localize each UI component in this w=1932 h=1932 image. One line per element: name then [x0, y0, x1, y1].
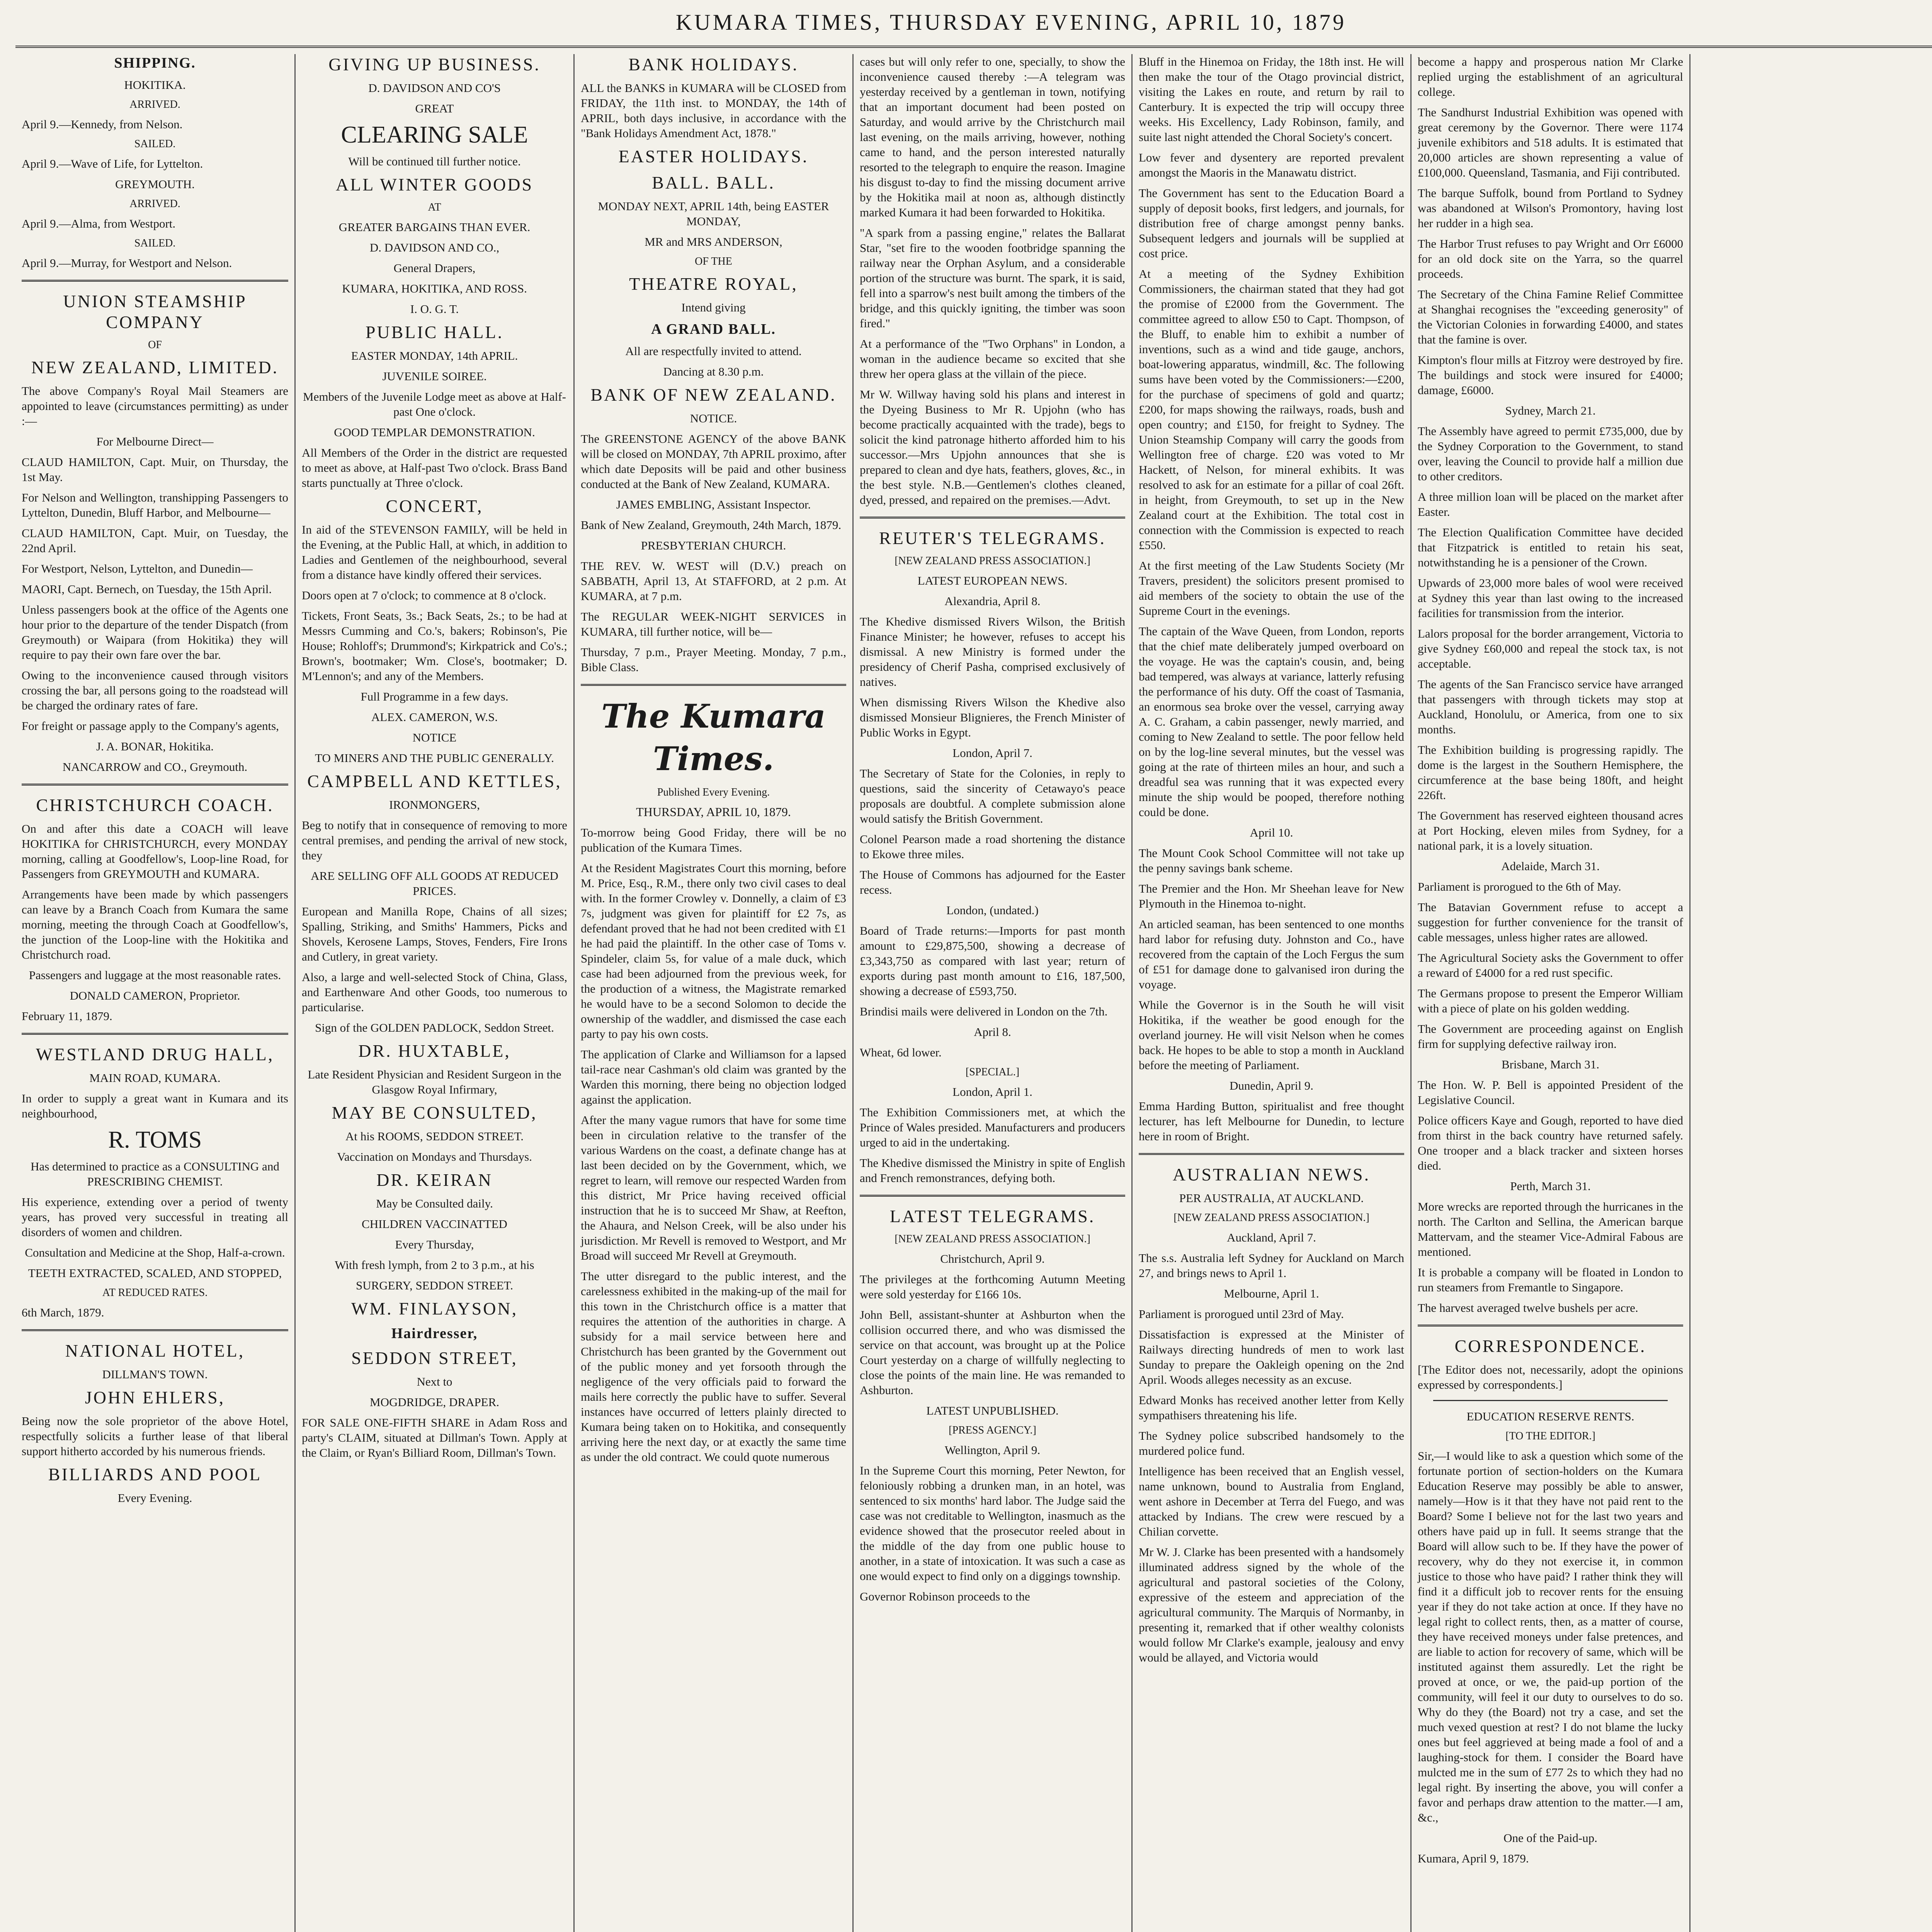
article-text: OF [148, 339, 162, 351]
article-text: BILLIARDS AND POOL [48, 1464, 262, 1484]
article-text: SAILED. [134, 138, 176, 150]
article-text: February 11, 1879. [22, 1009, 112, 1023]
article-text: HOKITIKA. [124, 78, 186, 92]
article-text: WM. FINLAYSON, [351, 1299, 518, 1318]
article-text: More wrecks are reported through the hurricanes in the north. The Carlton and Sellina, the American barque Mattervam, and the steamer Vice-Admiral Fabous are mentioned. [1418, 1200, 1683, 1259]
article-text: The agents of the San Francisco service have arranged that passengers with through tickets may stop at Auckland, Honolulu, or America, from one to six months. [1418, 677, 1683, 736]
article-text: NOTICE [412, 731, 457, 744]
article-text: Late Resident Physician and Resident Surgeon in the Glasgow Royal Infirmary, [308, 1068, 561, 1096]
article-text: OF THE [695, 255, 732, 267]
article-text: MAY BE CONSULTED, [332, 1103, 537, 1122]
article-text: April 9.—Murray, for Westport and Nelson. [22, 256, 232, 270]
column-rule [22, 280, 288, 282]
article-text: 6th March, 1879. [22, 1306, 104, 1319]
article-text: Next to [417, 1375, 452, 1388]
article-text: Consultation and Medicine at the Shop, Half-a-crown. [25, 1246, 285, 1259]
article-text: Perth, March 31. [1510, 1179, 1591, 1193]
article-text: GREAT [415, 102, 454, 115]
article-text: AUSTRALIAN NEWS. [1172, 1165, 1371, 1184]
article-text: NEW ZEALAND, LIMITED. [31, 357, 279, 377]
masthead: KUMARA TIMES, THURSDAY EVENING, APRIL 10, 1879 [675, 10, 1347, 35]
article-text: April 10. [1250, 826, 1293, 839]
article-text: Hairdresser, [391, 1325, 478, 1342]
article-text: PUBLIC HALL. [365, 322, 504, 342]
article-text: TEETH EXTRACTED, SCALED, AND STOPPED, [28, 1266, 282, 1280]
article-text: At a meeting of the Sydney Exhibition Commissioners, the chairman stated that they had got the promise of £2000 from the Government. The committee agreed to allow £50 to Capt. Thompson, of the Bluff, to enable him to exhibit a number of inventions, such as a wind and tide gauge, anchors, boat-lowering apparatus, windmill, &c. The following sums have been voted by the Commissioners:—£200, for the purchase of specimens of gold and quartz; £200, for maps showing the railways, roads, bush and open country; and £150, for freight to Sydney. The Union Steamship Company will carry the goods from Wellington free of charge. £20 was voted to Mr Hackett, of Nelson, for mineral exhibits. It was resolved to ask for an estimate for a pillar of coal 26ft. in height, from Greymouth, to set up in the New Zealand court at the Exhibition. The total cost in connection with the Commission is expected to reach £550. [1139, 267, 1404, 552]
article-text: To-morrow being Good Friday, there will be no publication of the Kumara Times. [581, 826, 846, 854]
article-text: [The Editor does not, necessarily, adopt the opinions expressed by correspondents.] [1418, 1363, 1683, 1391]
article-text: At the first meeting of the Law Students Society (Mr Travers, president) the solicitors present promised to aid members of the society to obtain the use of the Supreme Court in the evenings. [1139, 559, 1404, 617]
article-text: Melbourne, April 1. [1224, 1287, 1319, 1300]
article-text: AT [428, 201, 441, 213]
article-text: CAMPBELL AND KETTLES, [307, 771, 562, 791]
article-text: The Germans propose to present the Emperor William with a piece of plate on his golden wedding. [1418, 986, 1683, 1015]
article-text: For Westport, Nelson, Lyttelton, and Dunedin— [22, 562, 253, 575]
article-text: European and Manilla Rope, Chains of all sizes; Spalling, Striking, and Smiths' Hammers, Picks and Shovels, Kerosene Lamps, Stoves, Fenders, Fire Irons and Cutlery, in great variety. [302, 905, 567, 963]
article-text: ARRIVED. [129, 198, 180, 210]
article-text: ARRIVED. [129, 99, 180, 111]
article-text: Police officers Kaye and Gough, reported to have died from thirst in the back country have returned safely. One trooper and a black tracker and sixteen horses died. [1418, 1114, 1683, 1172]
article-text: CHRISTCHURCH COACH. [36, 795, 274, 815]
article-text: BANK HOLIDAYS. [628, 54, 799, 74]
article-text: Adelaide, March 31. [1501, 859, 1600, 873]
article-text: CLEARING SALE [341, 122, 528, 148]
article-text: GIVING UP BUSINESS. [328, 54, 541, 74]
article-text: May be Consulted daily. [376, 1197, 493, 1210]
article-text: London, April 7. [952, 746, 1032, 760]
column-rule [22, 784, 288, 786]
article-text: For freight or passage apply to the Company's agents, [22, 719, 279, 733]
article-text: D. DAVIDSON AND CO., [369, 241, 500, 254]
article-text: Edward Monks has received another letter from Kelly sympathisers threatening his life. [1139, 1393, 1404, 1422]
article-text: NOTICE. [690, 412, 737, 425]
article-text: CLAUD HAMILTON, Capt. Muir, on Tuesday, the 22nd April. [22, 526, 288, 555]
article-text: The captain of the Wave Queen, from London, reports that the chief mate deliberately jumped overboard on the voyage. He was the captain's cousin, and, being bad tempered, was always at variance, latterly refusing the performance of his duty. Off the coast of Tasmania, an enormous sea broke over the vessel, carrying away A. C. Graham, a cabin passenger, newly married, and coming to New Zealand to settle. The poor fellow held on by the log-line several minutes, but the vessel was going at the rate of thirteen miles an hour, and such a dreadful sea was running that it was expected every minute the ship would be pooped, therefore nothing could be done. [1139, 624, 1404, 819]
article-text: become a happy and prosperous nation Mr Clarke replied urging the establishment of an agricultural college. [1418, 55, 1683, 99]
article-text: Thursday, 7 p.m., Prayer Meeting. Monday, 7 p.m., Bible Class. [581, 645, 846, 674]
article-text: The Premier and the Hon. Mr Sheehan leave for New Plymouth in the Hinemoa to-night. [1139, 882, 1404, 910]
article-text: Intelligence has been received that an English vessel, name unknown, bound to Australia from England, went ashore in December at Terra del Fuego, and was attacked by Indians. The crew were rescued by a Chilian corvette. [1139, 1464, 1404, 1538]
article-text: THE REV. W. WEST will (D.V.) preach on SABBATH, April 13, At STAFFORD, at 2 p.m. At KUMARA, at 7 p.m. [581, 559, 846, 603]
article-text: The Khedive dismissed the Ministry in spite of English and French remonstrances, defying both. [860, 1156, 1125, 1185]
article-text: CLAUD HAMILTON, Capt. Muir, on Thursday, the 1st May. [22, 455, 288, 484]
article-text: The Government has reserved eighteen thousand acres at Port Hocking, eleven miles from Sydney, for a national park, it is a lovely situation. [1418, 809, 1683, 852]
article-text: SHIPPING. [114, 55, 196, 71]
article-text: [NEW ZEALAND PRESS ASSOCIATION.] [895, 555, 1090, 567]
article-text: Mr W. J. Clarke has been presented with a handsomely illuminated address signed by the whole of the agricultural and pastoral societies of the Colony, expressive of the esteem and appreciation of the agricultural community. The Marquis of Normanby, in presenting it, remarked that if other wealthy colonists would follow Mr Clarke's example, jealousy and envy would be allayed, and Victoria would [1139, 1545, 1404, 1664]
article-text: MOGDRIDGE, DRAPER. [370, 1395, 499, 1409]
article-text: JUVENILE SOIREE. [382, 369, 487, 383]
article-text: [SPECIAL.] [965, 1066, 1020, 1078]
article-text: The Batavian Government refuse to accept a suggestion for further convenience for the transit of cable messages, unless higher rates are allowed. [1418, 900, 1683, 944]
article-text: In the Supreme Court this morning, Peter Newton, for feloniously robbing a drunken man, in an hotel, was sentenced to six months' hard labor. The Judge said the case was not creditable to Wellington, inasmuch as the evidence showed that the prosecutor reeled about in the middle of the day from one public house to another, in a state of intoxication. It was such a case as one would expect to find only on a diggings township. [860, 1464, 1125, 1583]
article-text: MAIN ROAD, KUMARA. [89, 1071, 221, 1085]
article-text: MAORI, Capt. Bernech, on Tuesday, the 15th April. [22, 582, 272, 596]
article-text: JOHN EHLERS, [85, 1388, 225, 1407]
column-rule [22, 1033, 288, 1035]
article-text: When dismissing Rivers Wilson the Khedive also dismissed Monsieur Blignieres, the French Minister of Public Works in Egypt. [860, 696, 1125, 739]
article-text: LATEST TELEGRAMS. [889, 1206, 1095, 1226]
article-text: April 9.—Wave of Life, for Lyttelton. [22, 157, 203, 170]
article-text: AT REDUCED RATES. [102, 1287, 208, 1299]
article-text: Christchurch, April 9. [940, 1252, 1045, 1265]
article-text: London, April 1. [952, 1085, 1032, 1099]
article-text: ARE SELLING OFF ALL GOODS AT REDUCED PRICES. [311, 869, 558, 898]
article-text: Published Every Evening. [657, 786, 770, 798]
article-text: CONCERT, [386, 496, 483, 516]
article-text: Bluff in the Hinemoa on Friday, the 18th inst. He will then make the tour of the Otago provincial district, visiting the Lakes en route, and return by rail to Canterbury. It is expected the trip will occupy three weeks. His Excellency, Lady Robinson, family, and suite last night attended the Choral Society's concert. [1139, 55, 1404, 144]
article-text: In aid of the STEVENSON FAMILY, will be held in the Evening, at the Public Hall, at which, in addition to Ladies and Gentlemen of the neighbourhood, several from a distance have kindly offered their services. [302, 523, 567, 582]
article-text: A three million loan will be placed on the market after Easter. [1418, 490, 1683, 519]
article-text: NATIONAL HOTEL, [65, 1341, 245, 1361]
article-text: KUMARA, HOKITIKA, AND ROSS. [342, 282, 527, 295]
article-text: MONDAY NEXT, APRIL 14th, being EASTER MONDAY, [598, 199, 829, 228]
column-4 [852, 54, 1131, 1932]
article-text: John Bell, assistant-shunter at Ashburton when the collision occurred there, and who was dismissed the service on that account, was brought up at the Police Court yesterday on a charge of willfully neglecting to close the points of the main line. He was remanded to Ashburton. [860, 1308, 1125, 1397]
column-rule [581, 684, 846, 686]
column-rule [1418, 1325, 1683, 1327]
article-text: Unless passengers book at the office of the Agents one hour prior to the departure of the tender Dispatch (from Greymouth) or Waipara (from Hokitika) they will require to pay their own fare over the bar. [22, 603, 288, 662]
article-text: Lalors proposal for the border arrangement, Victoria to give Sydney £60,000 and repeal the stock tax, is not acceptable. [1418, 627, 1683, 670]
article-text: Sydney, March 21. [1505, 404, 1596, 417]
article-text: Governor Robinson proceeds to the [860, 1590, 1030, 1603]
article-text: The s.s. Australia left Sydney for Auckland on March 27, and brings news to April 1. [1139, 1251, 1404, 1280]
column-rule [22, 1329, 288, 1331]
article-text: Dancing at 8.30 p.m. [663, 365, 764, 378]
article-text: The privileges at the forthcoming Autumn Meeting were sold yesterday for £166 10s. [860, 1272, 1125, 1301]
article-text: Tickets, Front Seats, 3s.; Back Seats, 2s.; to be had at Messrs Cumming and Co.'s, bakers; Robinson's, Pie House; Rohloff's; Drummond's; Kirkpatrick and Co's.; Brown's, bootmaker; Wm. Close's, bootmaker; D. M'Lennon's; and any of the Members. [302, 609, 567, 683]
article-text: SAILED. [134, 237, 176, 249]
article-text: The barque Suffolk, bound from Portland to Sydney was abandoned at Wilson's Promontory, having lost her rudder in a high sea. [1418, 186, 1683, 230]
article-text: DR. HUXTABLE, [358, 1041, 511, 1061]
article-text: Emma Harding Button, spiritualist and free thought lecturer, has left Melbourne for Dunedin, to lecture here in room of Bright. [1139, 1099, 1404, 1143]
article-text: Sign of the GOLDEN PADLOCK, Seddon Street. [315, 1021, 554, 1034]
article-text: The Hon. W. P. Bell is appointed President of the Legislative Council. [1418, 1078, 1683, 1107]
article-text: DR. KEIRAN [376, 1170, 493, 1190]
article-text: Passengers and luggage at the most reasonable rates. [29, 968, 281, 982]
article-text: Brisbane, March 31. [1501, 1058, 1600, 1071]
article-text: Every Thursday, [395, 1238, 474, 1251]
article-text: The Exhibition Commissioners met, at which the Prince of Wales presided. Manufacturers and producers urged to aid in the undertaking. [860, 1105, 1125, 1149]
article-text: Wheat, 6d lower. [860, 1046, 942, 1059]
article-text: The GREENSTONE AGENCY of the above BANK will be closed on MONDAY, 7th APRIL proximo, after which date Deposits will be paid and other business conducted at the Bank of New Zealand, KUMARA. [581, 432, 846, 491]
article-text: Intend giving [681, 301, 746, 314]
article-text: DILLMAN'S TOWN. [102, 1367, 208, 1381]
article-text: [NEW ZEALAND PRESS ASSOCIATION.] [1173, 1212, 1369, 1224]
article-text: LATEST EUROPEAN NEWS. [917, 574, 1068, 587]
article-text: Mr W. Willway having sold his plans and interest in the Dyeing Business to Mr R. Upjohn (who has become practically acquainted with the trade), begs to solicit the kind patronage hitherto afforded him to his successor.—Mrs Upjohn announces that she is prepared to clean and dye hats, feathers, gloves, &c., in the best style. N.B.—Gentlemen's clothes cleaned, dyed, pressed, and repaired on the premises.—Advt. [860, 388, 1125, 507]
article-text: April 8. [974, 1025, 1011, 1039]
column-rule [1139, 1153, 1404, 1155]
article-text: Upwards of 23,000 more bales of wool were received at Sydney this year than last owing to the increased facilities for transmission from the interior. [1418, 576, 1683, 620]
masthead-rule [15, 46, 1932, 48]
article-text: [TO THE EDITOR.] [1505, 1430, 1595, 1442]
article-text: ALEX. CAMERON, W.S. [371, 710, 498, 724]
article-text: BANK OF NEW ZEALAND. [590, 385, 837, 405]
article-text: ALL the BANKS in KUMARA will be CLOSED from FRIDAY, the 11th inst. to MONDAY, the 14th of APRIL, both days inclusive, in accordance with the "Bank Holidays Amendment Act, 1878." [581, 81, 846, 140]
article-text: EDUCATION RESERVE RENTS. [1466, 1410, 1634, 1423]
article-text: DONALD CAMERON, Proprietor. [70, 989, 240, 1002]
article-text: cases but will only refer to one, specially, to show the inconvenience caused thereby :—A telegram was yesterday received by a gentleman in town, notifying that an important document had been posted on Saturday, and would arrive by the Christchurch mail last evening, on the mails arriving, however, nothing came to hand, and the person interested naturally resorted to the telegraph to enquire the reason. Imagine his disgust to-day to find the missing document arrive by the Hokitika mail at noon as, although distinctly marked Kumara it had been forwarded to Hokitika. [860, 55, 1125, 219]
article-text: EASTER MONDAY, 14th APRIL. [351, 349, 518, 362]
article-text: Alexandria, April 8. [944, 594, 1041, 608]
article-text: Bank of New Zealand, Greymouth, 24th March, 1879. [581, 518, 842, 532]
column-rule [1433, 1400, 1668, 1401]
article-text: Dissatisfaction is expressed at the Minister of Railways directing hundreds of men to work last Sunday to prepare the Oakleigh opening on the 2nd April. Woods alleges necessity as an excuse. [1139, 1328, 1404, 1386]
column-1 [15, 54, 294, 1932]
article-text: The application of Clarke and Williamson for a lapsed tail-race near Cashman's old claim was granted by the Warden this morning, there being no objection lodged against the application. [581, 1048, 846, 1106]
article-text: EASTER HOLIDAYS. [618, 146, 809, 166]
article-text: While the Governor is in the South he will visit Hokitika, if the weather be good enough for the overland journey. He will visit Nelson when he comes back. He hopes to be able to stop a month in Auckland before the meeting of Parliament. [1139, 998, 1404, 1072]
article-text: ALL WINTER GOODS [335, 175, 534, 194]
article-text: Sir,—I would like to ask a question which some of the fortunate portion of section-holders on the Kumara Education Reserve may possibly be able to answer, namely—How is it that they have not paid rent to the Board? Some I believe not for the last two years and others have paid up in full. It seems strange that the Board will allow such to be. If they have the power of recovery, why do they not exercise it, in common justice to those who have paid? I rather think they will find it a difficult job to recover rents for the ensuing year if they do not take action at once. If they have no legal right to collect rents, then, as a matter of course, they have received moneys under false pretences, and are liable to action for recovery of same, which will be instituted against them assuredly. Let the right be proved at once, or we, the paid-up portion of the community, will feel it our duty to ourselves to do so. Why do they (the Board) not try a case, and set the much vexed question at rest? I do not blame the lucky ones but feel aggrieved at being made a fool of and a laughing-stock for them. I consider the Board have mulcted me in the sum of £77 2s to which they had no legal right. By inserting the above, you will confer a favor and perhaps draw attention to the matter.—I am, &c., [1418, 1449, 1683, 1824]
article-text: The Sandhurst Industrial Exhibition was opened with great ceremony by the Governor. There were 1174 juvenile exhibitors and 518 adults. It is estimated that 20,000 articles are shown representing a value of £100,000. Queensland, Tasmania, and Fiji contributed. [1418, 105, 1683, 179]
article-text: Auckland, April 7. [1227, 1231, 1316, 1244]
article-text: CORRESPONDENCE. [1454, 1336, 1646, 1356]
article-text: At the Resident Magistrates Court this morning, before M. Price, Esq., R.M., there only two civil cases to deal with. In the former Crowley v. Donnelly, a claim of £3 7s, judgment was given for plaintiff for £2 7s, as defendant proved that he had not been credited with £1 he had paid the plaintiff. In the other case of Toms v. Spindeler, claim 5s, for value of a male duck, which case had been adjourned from the previous week, for the production of a witness, the Magistrate remarked he would have to be a second Solomon to decide the ownership of the waddler, and dismissed the case each party to pay his own costs. [581, 861, 846, 1041]
article-text: The Government are proceeding against on English firm for supplying defective railway iron. [1418, 1022, 1683, 1051]
article-text: NANCARROW and CO., Greymouth. [62, 760, 248, 774]
article-text: THURSDAY, APRIL 10, 1879. [636, 805, 791, 819]
article-text: PER AUSTRALIA, AT AUCKLAND. [1179, 1191, 1364, 1205]
article-text: J. A. BONAR, Hokitika. [96, 740, 214, 753]
article-text: [PRESS AGENCY.] [949, 1424, 1036, 1436]
article-text: GOOD TEMPLAR DEMONSTRATION. [334, 425, 535, 439]
article-text: Being now the sole proprietor of the above Hotel, respectfully solicits a further lease of that liberal support hitherto accorded by his numerous friends. [22, 1414, 288, 1458]
article-text: The Sydney police subscribed handsomely to the murdered police fund. [1139, 1429, 1404, 1458]
article-text: With fresh lymph, from 2 to 3 p.m., at his [335, 1258, 534, 1272]
article-text: Also, a large and well-selected Stock of China, Glass, and Earthenware And other Goods, too numerous to particularise. [302, 970, 567, 1014]
article-text: The REGULAR WEEK-NIGHT SERVICES in KUMARA, till further notice, will be— [581, 610, 846, 638]
article-text: The above Company's Royal Mail Steamers are appointed to leave (circumstances permitting) as under :— [22, 384, 288, 428]
column-rule [860, 1195, 1125, 1197]
article-text: BALL. BALL. [652, 173, 775, 192]
article-text: The Secretary of the China Famine Relief Committee at Shanghai recognises the "exceeding generosity" of the Victorian Colonies in forwarding £4000, and states that the famine is over. [1418, 287, 1683, 346]
article-text: Every Evening. [117, 1491, 192, 1505]
article-text: The Mount Cook School Committee will not take up the penny savings bank scheme. [1139, 846, 1404, 875]
article-text: Parliament is prorogued until 23rd of May. [1139, 1307, 1344, 1321]
article-text: Beg to notify that in consequence of removing to more central premises, and pending the arrival of new stock, they [302, 818, 567, 862]
article-text: Kumara, April 9, 1879. [1418, 1852, 1529, 1865]
article-text: The Kumara Times. [601, 697, 826, 778]
article-text: REUTER'S TELEGRAMS. [879, 528, 1106, 548]
article-text: R. TOMS [108, 1127, 202, 1153]
article-text: Owing to the inconvenience caused through visitors crossing the bar, all persons going to the roadstead will be charged the ordinary rates of fare. [22, 668, 288, 712]
article-text: In order to supply a great want in Kumara and its neighbourhood, [22, 1092, 288, 1120]
article-text: All are respectfully invited to attend. [625, 344, 802, 358]
article-text: The utter disregard to the public interest, and the carelessness exhibited in the making-up of the mail for this town in the Christchurch office is a matter that requires the attention of the authorities in charge. A subsidy for a mail service between here and Christchurch has been granted by the Government out of the public money and yet forsooth through the negligence of the very officials paid to forward the mails here correctly the public have to suffer. Several instances have occurred of letters plainly directed to Kumara being taken on to Hokitika, and consequently arriving here the next day, or at exactly the same time as under the old contract. We could quote numerous [581, 1269, 846, 1464]
article-text: At his ROOMS, SEDDON STREET. [345, 1129, 524, 1143]
article-text: I. O. G. T. [410, 302, 459, 316]
article-text: CHILDREN VACCINATTED [362, 1217, 507, 1231]
article-text: His experience, extending over a period of twenty years, has proved very successful in treating all disorders of women and children. [22, 1195, 288, 1239]
article-text: For Melbourne Direct— [96, 435, 214, 448]
article-text: Vaccination on Mondays and Thursdays. [337, 1150, 532, 1163]
article-text: April 9.—Kennedy, from Nelson. [22, 117, 183, 131]
article-text: The Secretary of State for the Colonies, in reply to questions, said the sincerity of Cetawayo's peace proposals are doubtful. A complete submission alone would satisfy the British Government. [860, 767, 1125, 825]
article-text: [NEW ZEALAND PRESS ASSOCIATION.] [895, 1233, 1090, 1245]
column-7 [1689, 54, 1932, 1932]
article-text: Arrangements have been made by which passengers can leave by a Branch Coach from Kumara the same morning, meeting the through Coach at Goodfellow's, the junction of the Loop-line with the Hokitika and Christchurch road. [22, 888, 288, 961]
article-text: MR and MRS ANDERSON, [645, 235, 782, 248]
article-text: The House of Commons has adjourned for the Easter recess. [860, 868, 1125, 896]
article-text: All Members of the Order in the district are requested to meet as above, at Half-past Two o'clock. Brass Band starts punctually at Three o'clock. [302, 446, 567, 490]
article-text: It is probable a company will be floated in London to run steamers from Fremantle to Singapore. [1418, 1265, 1683, 1294]
article-text: IRONMONGERS, [389, 798, 480, 811]
article-text: The Election Qualification Committee have decided that Fitzpatrick is entitled to retain his seat, notwithstanding he is a pensioner of the Crown. [1418, 526, 1683, 569]
article-text: The harvest averaged twelve bushels per acre. [1418, 1301, 1638, 1315]
article-text: Members of the Juvenile Lodge meet as above at Half-past One o'clock. [303, 390, 566, 418]
newspaper-columns [15, 54, 1932, 1932]
column-5 [1131, 54, 1410, 1932]
article-text: On and after this date a COACH will leave HOKITIKA for CHRISTCHURCH, every MONDAY morning, calling at Goodfellow's, Loop-line Road, for Passengers from GREYMOUTH and KUMARA. [22, 822, 288, 881]
article-text: Parliament is prorogued to the 6th of May. [1418, 880, 1621, 893]
article-text: Dunedin, April 9. [1230, 1079, 1313, 1092]
article-text: WESTLAND DRUG HALL, [36, 1044, 274, 1064]
article-text: TO MINERS AND THE PUBLIC GENERALLY. [315, 751, 554, 765]
article-text: GREATER BARGAINS THAN EVER. [338, 220, 531, 234]
article-text: One of the Paid-up. [1503, 1831, 1597, 1845]
article-text: The Khedive dismissed Rivers Wilson, the British Finance Minister; he however, refuses to accept his dismissal. A new Ministry is formed under the presidency of Cherif Pasha, comprised exclusively of natives. [860, 615, 1125, 689]
article-text: FOR SALE ONE-FIFTH SHARE in Adam Ross and party's CLAIM, situated at Dillman's Town. Apply at the Claim, or Ryan's Billiard Room, Dillman's Town. [302, 1416, 567, 1459]
article-text: The Government has sent to the Education Board a supply of deposit books, first ledgers, and journals, for distribution free of charge amongst penny banks. Subsequent ledgers and journals will be supplied at cost price. [1139, 186, 1404, 260]
column-2 [294, 54, 573, 1932]
article-text: The Agricultural Society asks the Government to offer a reward of £4000 for a red rust specific. [1418, 951, 1683, 980]
article-text: An articled seaman, has been sentenced to one months hard labor for refusing duty. Johnston and Co., have recovered from the captain of the Loch Fergus the sum of £51 for damage done to galvanised iron during the voyage. [1139, 917, 1404, 991]
article-text: After the many vague rumors that have for some time been in circulation relative to the transfer of the various Wardens on the coast, a definate change has at last been decided on by the Government, which, we regret to learn, will remove our respected Warden from this district, Mr Price having received official instruction that he is to succeed Mr Shaw, at Reefton, the Ahaura, and Nelson Creek, will be also under his jurisdiction. Mr Revell is removed to Westport, and Mr Broad will succeed Mr Revell at Greymouth. [581, 1113, 846, 1262]
article-text: London, (undated.) [946, 903, 1039, 917]
article-text: UNION STEAMSHIP COMPANY [63, 291, 247, 332]
article-text: At a performance of the "Two Orphans" in London, a woman in the audience became so excited that she threw her opera glass at the villain of the piece. [860, 337, 1125, 381]
column-3 [573, 54, 852, 1932]
article-text: THEATRE ROYAL, [629, 274, 798, 294]
article-text: The Exhibition building is progressing rapidly. The dome is the largest in the Southern Hemisphere, the circumference at the base being 180ft, and height 226ft. [1418, 743, 1683, 802]
article-text: LATEST UNPUBLISHED. [926, 1404, 1059, 1417]
article-text: A GRAND BALL. [651, 321, 776, 337]
article-text: Kimpton's flour mills at Fitzroy were destroyed by fire. The buildings and stock were insured for £4000; damage, £6000. [1418, 353, 1683, 397]
article-text: SURGERY, SEDDON STREET. [355, 1279, 514, 1292]
article-text: Will be continued till further notice. [348, 155, 521, 168]
article-text: Brindisi mails were delivered in London on the 7th. [860, 1005, 1108, 1018]
article-text: D. DAVIDSON AND CO'S [368, 81, 501, 95]
article-text: The Assembly have agreed to permit £735,000, due by the Sydney Corporation to the Government, to stand over, leaving the Council to provide half a million due to other creditors. [1418, 424, 1683, 483]
article-text: April 9.—Alma, from Westport. [22, 217, 176, 230]
article-text: Low fever and dysentery are reported prevalent amongst the Maoris in the Manawatu district. [1139, 151, 1404, 179]
column-rule [860, 517, 1125, 519]
article-text: The Harbor Trust refuses to pay Wright and Orr £6000 for an old dock site on the Yarra, so the quarrel proceeds. [1418, 237, 1683, 281]
article-text: Has determined to practice as a CONSULTING and PRESCRIBING CHEMIST. [31, 1160, 279, 1188]
article-text: Full Programme in a few days. [361, 690, 509, 703]
article-text: PRESBYTERIAN CHURCH. [641, 539, 786, 552]
article-text: "A spark from a passing engine," relates the Ballarat Star, "set fire to the wooden footbridge spanning the railway near the Orphan Asylum, and a considerable portion of the structure was burnt. The spark, it is said, fell into a sparrow's nest built among the timbers of the bridge, and this quickly igniting, the timber was soon fired." [860, 226, 1125, 330]
article-text: JAMES EMBLING, Assistant Inspector. [616, 498, 811, 511]
article-text: For Nelson and Wellington, transhipping Passengers to Lyttelton, Dunedin, Bluff Harbor, and Melbourne— [22, 491, 288, 519]
article-text: GREYMOUTH. [115, 177, 195, 191]
article-text: Board of Trade returns:—Imports for past month amount to £29,875,500, showing a decrease of £3,343,750 as compared with last year; return of exports during past month amount to £16, 187,500, showing a decrease of £593,750. [860, 924, 1125, 998]
article-text: SEDDON STREET, [351, 1348, 518, 1368]
article-text: Colonel Pearson made a road shortening the distance to Ekowe three miles. [860, 832, 1125, 861]
column-6 [1410, 54, 1689, 1932]
article-text: General Drapers, [393, 261, 476, 275]
article-text: Doors open at 7 o'clock; to commence at 8 o'clock. [302, 588, 546, 602]
article-text: Wellington, April 9. [944, 1443, 1041, 1457]
